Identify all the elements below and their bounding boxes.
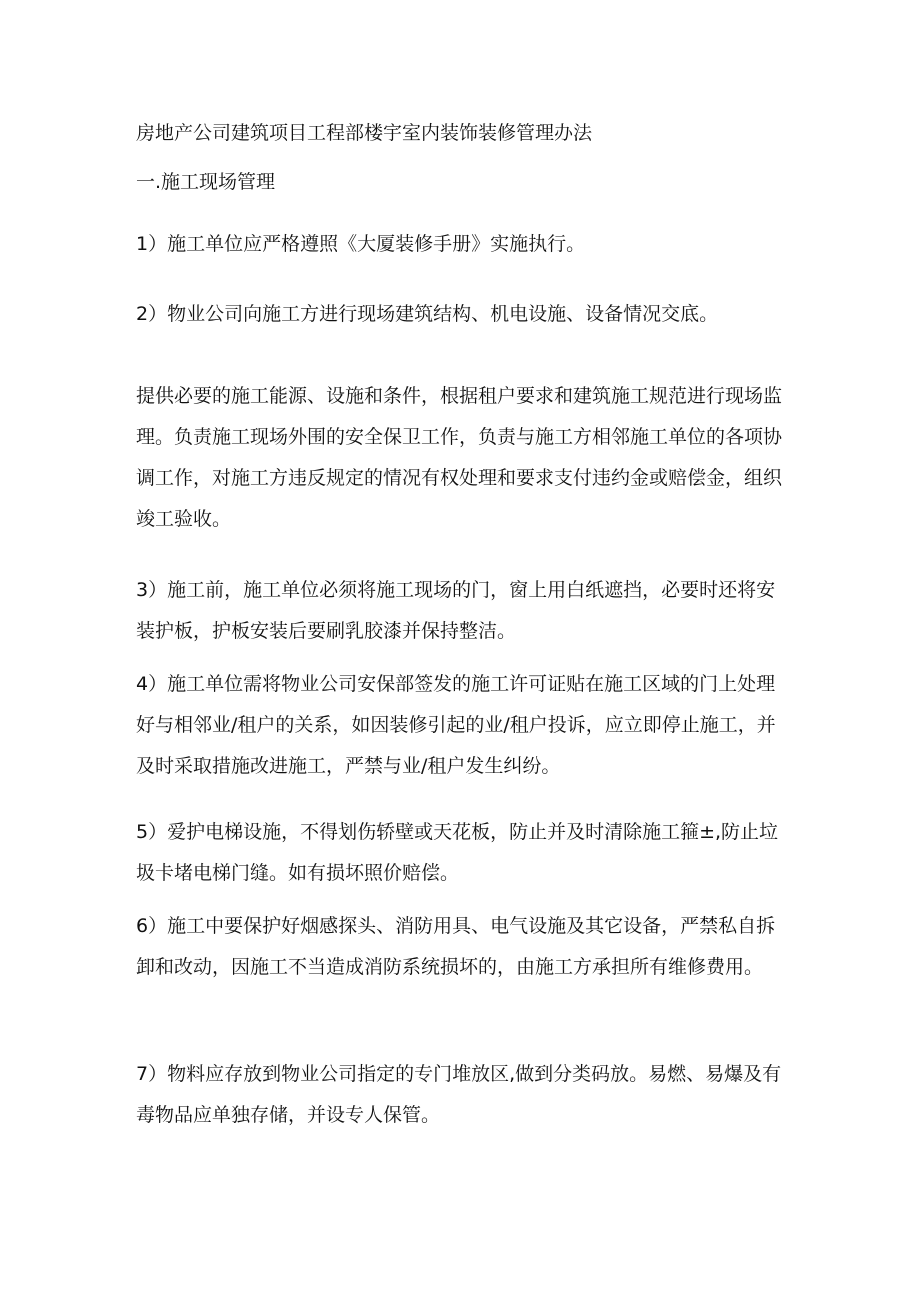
paragraph-4: 3）施工前，施工单位必须将施工现场的门，窗上用白纸遮挡，必要时还将安装护板，护板安装后要刷乳胶漆并保持整洁。: [136, 579, 776, 642]
paragraph-3: 提供必要的施工能源、设施和条件，根据租户要求和建筑施工规范进行现场监理。负责施工现场外围的安全保卫工作，负责与施工方相邻施工单位的各项协调工作，对施工方违反规定的情况有权处理和要求支付违约金或赔偿金，组织竣工验收。: [136, 385, 783, 530]
paragraph-8: 7）物料应存放到物业公司指定的专门堆放区,做到分类码放。易燃、易爆及有毒物品应单独存储，并设专人保管。: [136, 1063, 782, 1126]
paragraph-2: 2）物业公司向施工方进行现场建筑结构、机电设施、设备情况交底。: [136, 303, 719, 325]
paragraph-7: 6）施工中要保护好烟感探头、消防用具、电气设施及其它设备，严禁私自拆卸和改动，因施工不当造成消防系统损坏的，由施工方承担所有维修费用。: [136, 915, 776, 978]
document-title: 房地产公司建筑项目工程部楼宇室内装饰装修管理办法: [136, 122, 593, 144]
section-heading: 一.施工现场管理: [136, 171, 276, 193]
paragraph-6: 5）爱护电梯设施，不得划伤轿壁或天花板，防止并及时清除施工箍±,防止垃圾卡堵电梯门缝。如有损坏照价赔偿。: [136, 821, 779, 884]
paragraph-1: 1）施工单位应严格遵照《大厦装修手册》实施执行。: [136, 233, 586, 255]
paragraph-5: 4）施工单位需将物业公司安保部签发的施工许可证贴在施工区域的门上处理好与相邻业/租户的关系，如因装修引起的业/租户投诉，应立即停止施工，并及时采取措施改进施工，严禁与业/租户发生纠纷。: [136, 673, 776, 777]
